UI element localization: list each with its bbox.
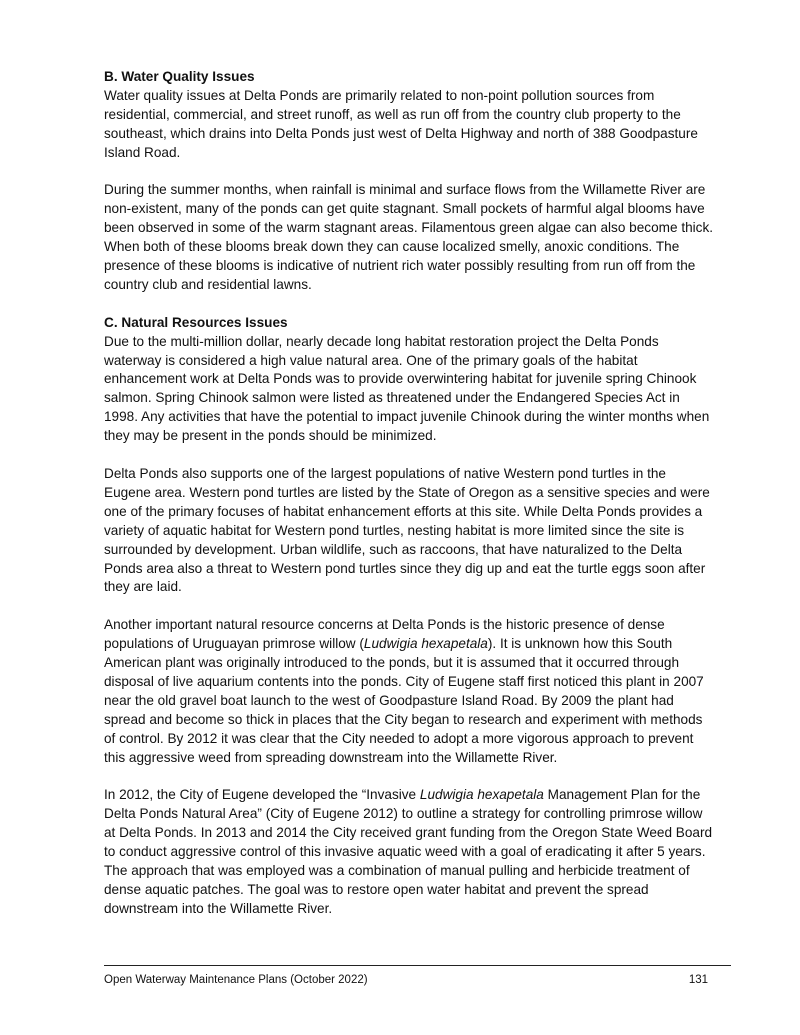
paragraph-text: ). It is unknown how this South American plant was originally introduced to the ponds, but it is assumed that it occurred through disposal of live aquarium contents into the ponds. City of Eugene staff first noticed this plant in 2007 near the old gravel boat launch to the west of Goodpasture Island Road. By 2009 the plant had spread and become so thick in places that the City began to research and experiment with methods of control. By 2012 it was clear that the City needed to adopt a more vigorous approach to prevent this aggressive weed from spreading downstream into the Willamette River. [104, 636, 704, 765]
footer-divider [104, 965, 731, 966]
section-title-natural-resources: C. Natural Resources Issues [104, 314, 288, 330]
paragraph-natural-resources-4 [104, 786, 716, 918]
paragraph-water-quality-1: Water quality issues at Delta Ponds are primarily related to non-point pollution sources from residential, commercial, and street runoff, as well as run off from the country club property to the southeast, which drains into Delta Ponds just west of Delta Highway and north of 388 Goodpasture Island Road. [104, 87, 698, 160]
species-name: Ludwigia hexapetala [419, 787, 544, 803]
paragraph-natural-resources-3 [104, 616, 716, 767]
paragraph-water-quality-2: During the summer months, when rainfall is minimal and surface flows from the Willamette River are non-existent, many of the ponds can get quite stagnant. Small pockets of harmful algal blooms have been observed in some of the warm stagnant areas. Filamentous green algae can also become thick. When both of these blooms break down they can cause localized smelly, anoxic conditions. The presence of these blooms is indicative of nutrient rich water possibly resulting from run off from the country club and residential lawns. [104, 182, 714, 292]
species-name: Ludwigia hexapetala [363, 636, 488, 652]
section-title-water-quality: B. Water Quality Issues [104, 69, 255, 84]
paragraph-text: In 2012, the City of Eugene developed the “Invasive [104, 787, 420, 803]
page-number: 131 [688, 974, 708, 986]
paragraph-natural-resources-1: Due to the multi-million dollar, nearly decade long habitat restoration project the Delta Ponds waterway is considered a high value natural area. One of the primary goals of the habitat enhancement work at Delta Ponds was to provide overwintering habitat for juvenile spring Chinook salmon. Spring Chinook salmon were listed as threatened under the Endangered Species Act in 1998. Any activities that have the potential to impact juvenile Chinook during the winter months when they may be present in the ponds should be minimized. [104, 333, 710, 444]
paragraph-natural-resources-2: Delta Ponds also supports one of the largest populations of native Western pond turtles in the Eugene area. Western pond turtles are listed by the State of Oregon as a sensitive species and were one of the primary focuses of habitat enhancement efforts at this site. While Delta Ponds provides a variety of aquatic habitat for Western pond turtles, nesting habitat is more limited since the site is surrounded by development. Urban wildlife, such as raccoons, that have naturalized to the Delta Ponds area also a threat to Western pond turtles since they dig up and eat the turtle eggs soon after they are laid. [104, 465, 710, 595]
paragraph-text: Another important natural resource concerns at Delta Ponds is the historic presence of dense populations of Uruguayan primrose willow ( [104, 617, 665, 652]
paragraph-text: Management Plan for the Delta Ponds Natural Area” (City of Eugene 2012) to outline a strategy for controlling primrose willow at Delta Ponds. In 2013 and 2014 the City received grant funding from the Oregon State Weed Board to conduct aggressive control of this invasive aquatic weed with a goal of eradicating it after 5 years. The approach that was employed was a combination of manual pulling and herbicide treatment of dense aquatic patches. The goal was to restore open water habitat and prevent the spread downstream into the Willamette River. [104, 787, 713, 916]
page-body [104, 68, 716, 919]
footer-document-title: Open Waterway Maintenance Plans (October 2022) [104, 974, 368, 986]
